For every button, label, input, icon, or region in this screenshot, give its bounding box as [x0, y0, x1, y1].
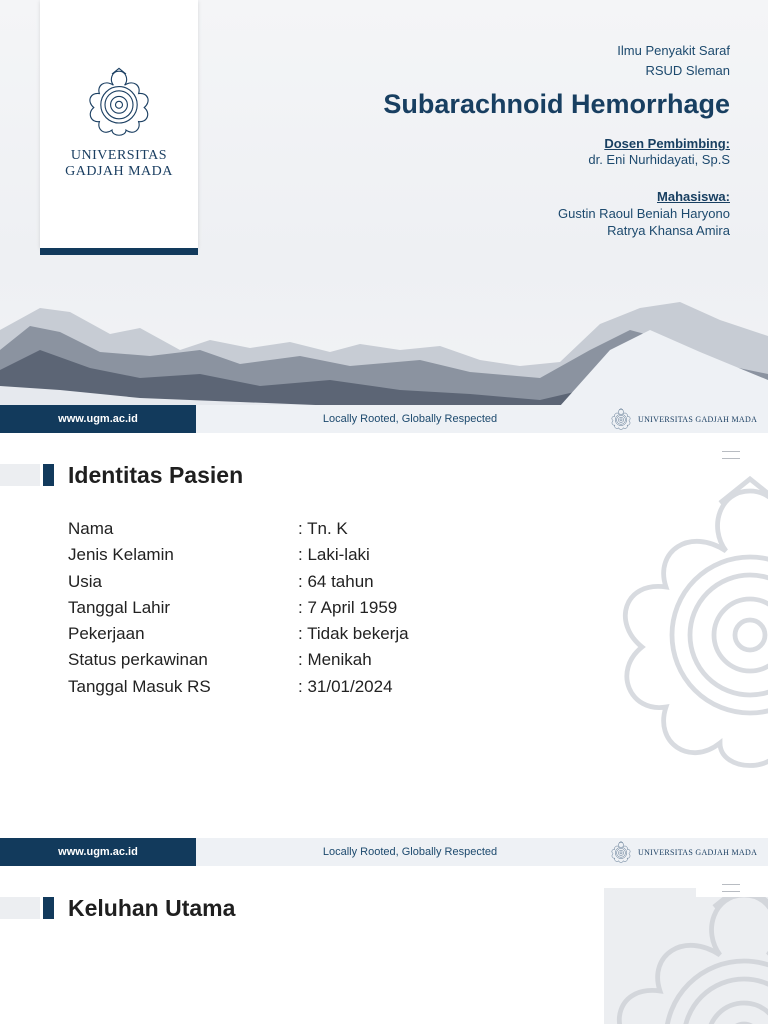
students-label: Mahasiswa: [657, 189, 730, 204]
university-name-line1: UNIVERSITAS [70, 148, 168, 163]
row-label: Status perkawinan [68, 650, 208, 670]
row-label: Tanggal Lahir [68, 597, 171, 617]
supervisor-label: Dosen Pembimbing: [604, 136, 730, 151]
row-value: : 7 April 1959 [298, 597, 398, 617]
row-label: Pekerjaan [68, 624, 145, 644]
table-row [68, 624, 409, 650]
row-value: : 64 tahun [298, 571, 374, 591]
row-value: : Laki-laki [298, 545, 370, 565]
heading-accent-blue [43, 464, 54, 486]
hospital: RSUD Sleman [645, 63, 730, 78]
ugm-seal-icon [610, 408, 632, 430]
table-row [68, 572, 409, 598]
footer-url[interactable]: www.ugm.ac.id [0, 405, 196, 433]
table-row [68, 650, 409, 676]
table-row [68, 598, 409, 624]
table-row [68, 677, 409, 703]
ugm-seal-watermark-icon [600, 473, 768, 773]
footer-tagline: Locally Rooted, Globally Respected [322, 413, 498, 425]
row-label: Nama [68, 519, 114, 538]
heading-accent-grey [0, 464, 40, 486]
logo-card-accent [40, 248, 198, 255]
row-value: : Menikah [298, 650, 372, 670]
row-label: Tanggal Masuk RS [68, 676, 211, 696]
ugm-seal-watermark-icon [604, 897, 768, 1024]
patient-identity-table [68, 519, 409, 703]
footer-brand [610, 841, 757, 863]
footer-brand-text: UNIVERSITAS GADJAH MADA [638, 414, 758, 424]
cover-slide [0, 0, 768, 433]
department: Ilmu Penyakit Saraf [617, 43, 730, 58]
mountain-landscape [0, 290, 768, 406]
heading-accent-grey [0, 897, 40, 919]
university-name-line2: GADJAH MADA [65, 164, 173, 179]
table-row [68, 545, 409, 571]
presentation-title: Subarachnoid Hemorrhage [383, 89, 730, 119]
students-block [558, 188, 730, 239]
table-row [68, 519, 409, 545]
student-name-1: Gustin Raoul Beniah Haryono [558, 206, 730, 221]
chief-complaint-slide [0, 866, 768, 1024]
supervisor-block [588, 136, 730, 168]
section-heading: Keluhan Utama [68, 895, 236, 921]
footer-brand-text: UNIVERSITAS GADJAH MADA [638, 847, 758, 857]
row-label: Usia [68, 571, 103, 591]
footer-tagline: Locally Rooted, Globally Respected [322, 846, 498, 858]
menu-icon[interactable] [722, 451, 740, 459]
row-value: : Tidak bekerja [298, 624, 409, 644]
ugm-seal-icon [610, 841, 632, 863]
section-heading: Identitas Pasien [68, 462, 244, 488]
footer-brand [610, 408, 757, 430]
footer-url[interactable]: www.ugm.ac.id [0, 838, 196, 866]
corner-panel [604, 897, 768, 1024]
heading-accent-blue [43, 897, 54, 919]
department-block [617, 41, 730, 81]
student-name-2: Ratrya Khansa Amira [607, 223, 730, 238]
supervisor-name: dr. Eni Nurhidayati, Sp.S [588, 152, 730, 167]
row-value: : Tn. K [298, 519, 348, 538]
patient-identity-slide [0, 433, 768, 838]
footer-bar [0, 838, 768, 866]
menu-icon[interactable] [722, 884, 740, 892]
logo-card [40, 0, 198, 248]
footer-bar [0, 405, 768, 433]
row-value: : 31/01/2024 [298, 676, 393, 696]
ugm-seal-icon [84, 66, 154, 138]
row-label: Jenis Kelamin [68, 545, 174, 565]
